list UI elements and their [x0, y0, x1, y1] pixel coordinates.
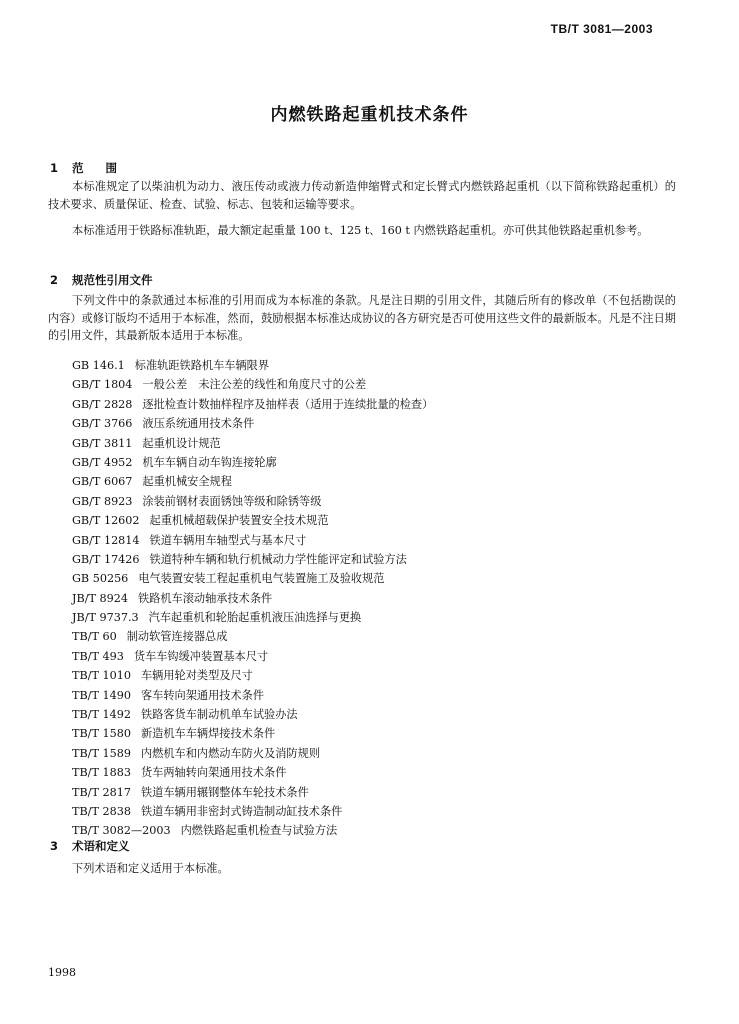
reference-item: [72, 590, 672, 609]
reference-title: 铁道车辆用辗钢整体车轮技术条件: [140, 785, 309, 799]
reference-code: TB/T 1580: [72, 727, 131, 741]
reference-item: [72, 473, 672, 492]
section-2-heading: [50, 272, 153, 288]
reference-title: 客车转向架通用技术条件: [140, 688, 265, 702]
section-3-paragraph-1: 下列术语和定义适用于本标准。: [72, 862, 229, 875]
reference-item: [72, 493, 672, 512]
reference-title: 制动软管连接器总成: [126, 630, 228, 644]
reference-code: TB/T 3082—2003: [72, 824, 171, 838]
reference-code: TB/T 1492: [72, 708, 131, 722]
reference-item: [72, 609, 672, 628]
reference-item: [72, 532, 672, 551]
reference-title: 逐批检查计数抽样程序及抽样表（适用于连续批量的检查）: [142, 397, 434, 411]
reference-code: GB/T 12602: [72, 514, 140, 528]
reference-code: GB/T 12814: [72, 533, 140, 547]
reference-item: [72, 822, 672, 841]
reference-code: GB/T 17426: [72, 552, 140, 566]
reference-code: GB 146.1: [72, 359, 125, 372]
reference-item: [72, 512, 672, 531]
reference-title: 起重机械安全规程: [142, 475, 232, 489]
reference-title: 汽车起重机和轮胎起重机液压油选择与更换: [148, 611, 362, 625]
reference-title: 铁道车辆用非密封式铸造制动缸技术条件: [140, 804, 343, 818]
reference-item: [72, 551, 672, 570]
reference-code: GB/T 3811: [72, 436, 133, 450]
reference-item: [72, 376, 672, 395]
reference-item: [72, 706, 672, 725]
reference-title: 起重机设计规范: [142, 436, 221, 450]
reference-item: [72, 667, 672, 686]
reference-code: TB/T 2838: [72, 804, 131, 818]
reference-title: 内燃机车和内燃动车防火及消防规则: [140, 746, 320, 760]
reference-code: TB/T 1589: [72, 746, 131, 760]
section-title: 范围: [72, 161, 139, 175]
standard-code: TB/T 3081—2003: [550, 22, 653, 36]
reference-title: 内燃铁路起重机检查与试验方法: [180, 824, 338, 838]
section-title: 术语和定义: [72, 839, 130, 853]
reference-item: [72, 435, 672, 454]
reference-code: GB/T 1804: [72, 378, 133, 392]
section-2-paragraph-1: 下列文件中的条款通过本标准的引用而成为本标准的条款。凡是注日期的引用文件，其随后所有的修改单（不包括勘误的内容）或修订版均不适用于本标准，然而，鼓励根据本标准达成协议的各方研究是否可使用这些文件的最新版本。凡是不注日期的引用文件，其最新版本适用于本标准。: [48, 294, 676, 342]
reference-title: 涂装前钢材表面锈蚀等级和除锈等级: [142, 494, 322, 508]
reference-item: [72, 415, 672, 434]
reference-title: 车辆用轮对类型及尺寸: [140, 669, 253, 683]
reference-title: 液压系统通用技术条件: [142, 417, 255, 431]
reference-item: [72, 396, 672, 415]
reference-title: 机车车辆自动车钩连接轮廓: [142, 455, 277, 469]
section-1-heading: [50, 160, 139, 176]
reference-code: GB 50256: [72, 572, 129, 586]
reference-code: TB/T 1010: [72, 669, 131, 683]
reference-code: JB/T 9737.3: [72, 611, 139, 625]
reference-title: 铁道车辆用车轴型式与基本尺寸: [149, 533, 307, 547]
reference-code: GB/T 2828: [72, 397, 133, 411]
reference-code: TB/T 60: [72, 630, 117, 644]
reference-title: 起重机械超载保护装置安全技术规范: [149, 514, 329, 528]
reference-item: [72, 784, 672, 803]
section-number: 2: [50, 273, 59, 287]
section-1-paragraph-1: 本标准规定了以柴油机为动力、液压传动或液力传动新造伸缩臂式和定长臂式内燃铁路起重机（以下简称铁路起重机）的技术要求、质量保证、检查、试验、标志、包装和运输等要求。: [48, 180, 676, 211]
reference-title: 电气装置安装工程起重机电气装置施工及验收规范: [138, 572, 385, 586]
reference-item: [72, 357, 672, 376]
reference-title: 一般公差 未注公差的线性和角度尺寸的公差: [142, 378, 367, 392]
reference-code: GB/T 8923: [72, 494, 133, 508]
section-3-heading: [50, 838, 130, 854]
reference-item: [72, 687, 672, 706]
reference-code: JB/T 8924: [72, 591, 128, 605]
reference-title: 铁路机车滚动轴承技术条件: [137, 591, 273, 605]
reference-item: [72, 454, 672, 473]
page-number: 1998: [48, 966, 76, 979]
reference-item: [72, 628, 672, 647]
reference-title: 铁道特种车辆和轨行机械动力学性能评定和试验方法: [149, 552, 407, 566]
document-title: 内燃铁路起重机技术条件: [270, 105, 469, 125]
reference-code: TB/T 1883: [72, 766, 131, 780]
reference-code: GB/T 4952: [72, 455, 133, 469]
section-number: 3: [50, 839, 59, 853]
reference-title: 铁路客货车制动机单车试验办法: [140, 708, 298, 722]
reference-item: [72, 570, 672, 589]
reference-code: TB/T 1490: [72, 688, 131, 702]
reference-title: 货车车钩缓冲装置基本尺寸: [133, 649, 269, 663]
reference-title: 新造机车车辆焊接技术条件: [140, 727, 276, 741]
reference-code: GB/T 3766: [72, 417, 133, 431]
reference-item: [72, 803, 672, 822]
reference-title: 标准轨距铁路机车车辆限界: [134, 359, 270, 372]
section-number: 1: [50, 161, 59, 175]
reference-item: [72, 745, 672, 764]
reference-code: GB/T 6067: [72, 475, 133, 489]
section-1-paragraph-2: 本标准适用于铁路标准轨距，最大额定起重量 100 t、125 t、160 t 内燃铁路起重机。亦可供其他铁路起重机参考。: [72, 224, 649, 237]
reference-item: [72, 725, 672, 744]
reference-title: 货车两轴转向架通用技术条件: [140, 766, 287, 780]
reference-code: TB/T 493: [72, 649, 124, 663]
reference-code: TB/T 2817: [72, 785, 131, 799]
reference-item: [72, 648, 672, 667]
reference-item: [72, 764, 672, 783]
section-title: 规范性引用文件: [72, 273, 153, 287]
reference-list: [72, 357, 672, 842]
